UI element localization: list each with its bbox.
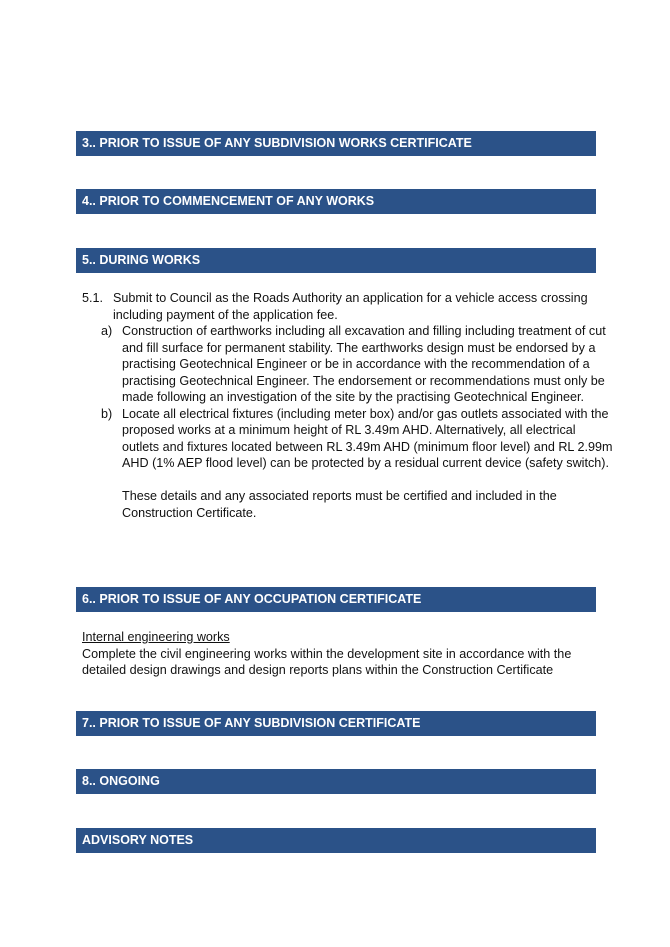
sub-item-line: proposed works at a minimum height of RL 3.49m AHD. Alternatively, all electrical — [122, 423, 576, 437]
sub-item-line: practising Geotechnical Engineer. The endorsement or recommendations must only be — [122, 373, 605, 388]
sub-item-line: and fill surface for permanent stability. The earthworks design must be endorsed by a — [122, 340, 596, 355]
section-header-8: 8.. ONGOING — [76, 769, 596, 794]
condition-number: 5.1. — [82, 291, 104, 305]
sub-item-label: b) — [101, 406, 113, 421]
section-header-3: 3.. PRIOR TO ISSUE OF ANY SUBDIVISION WORKS CERTIFICATE — [76, 131, 596, 156]
section-header-6: 6.. PRIOR TO ISSUE OF ANY OCCUPATION CERTIFICATE — [76, 587, 596, 612]
note-line: Construction Certificate. — [122, 505, 257, 520]
paragraph-line: detailed design drawings and design reports plans within the Construction Certificate — [82, 663, 554, 677]
section-header-4: 4.. PRIOR TO COMMENCEMENT OF ANY WORKS — [76, 189, 596, 214]
sub-item-line: Construction of earthworks including all excavation and filling including treatment of cut — [122, 324, 606, 338]
sub-item-line: made following an investigation of the site by the practising Geotechnical Engineer. — [122, 390, 585, 404]
subheading: Internal engineering works — [82, 630, 230, 644]
paragraph-line: Complete the civil engineering works within the development site in accordance with the — [82, 646, 572, 661]
condition-line: Submit to Council as the Roads Authority an application for a vehicle access crossing — [113, 291, 588, 305]
condition-line: including payment of the application fee. — [113, 307, 338, 322]
section-header-7: 7.. PRIOR TO ISSUE OF ANY SUBDIVISION CERTIFICATE — [76, 711, 596, 736]
sub-item-label: a) — [101, 324, 113, 338]
sub-item-line: Locate all electrical fixtures (including meter box) and/or gas outlets associated with the — [122, 406, 609, 421]
note-line: These details and any associated reports must be certified and included in the — [122, 489, 557, 503]
sub-item-line: practising Geotechnical Engineer or be in accordance with the recommendation of a — [122, 357, 590, 371]
sub-item-line: outlets and fixtures located between RL 3.49m AHD (minimum floor level) and RL 2.99m — [122, 439, 613, 454]
sub-item-line: AHD (1% AEP flood level) can be protected by a residual current device (safety switch). — [122, 456, 609, 470]
section-header-advisory: ADVISORY NOTES — [76, 828, 596, 853]
section-header-5: 5.. DURING WORKS — [76, 248, 596, 273]
